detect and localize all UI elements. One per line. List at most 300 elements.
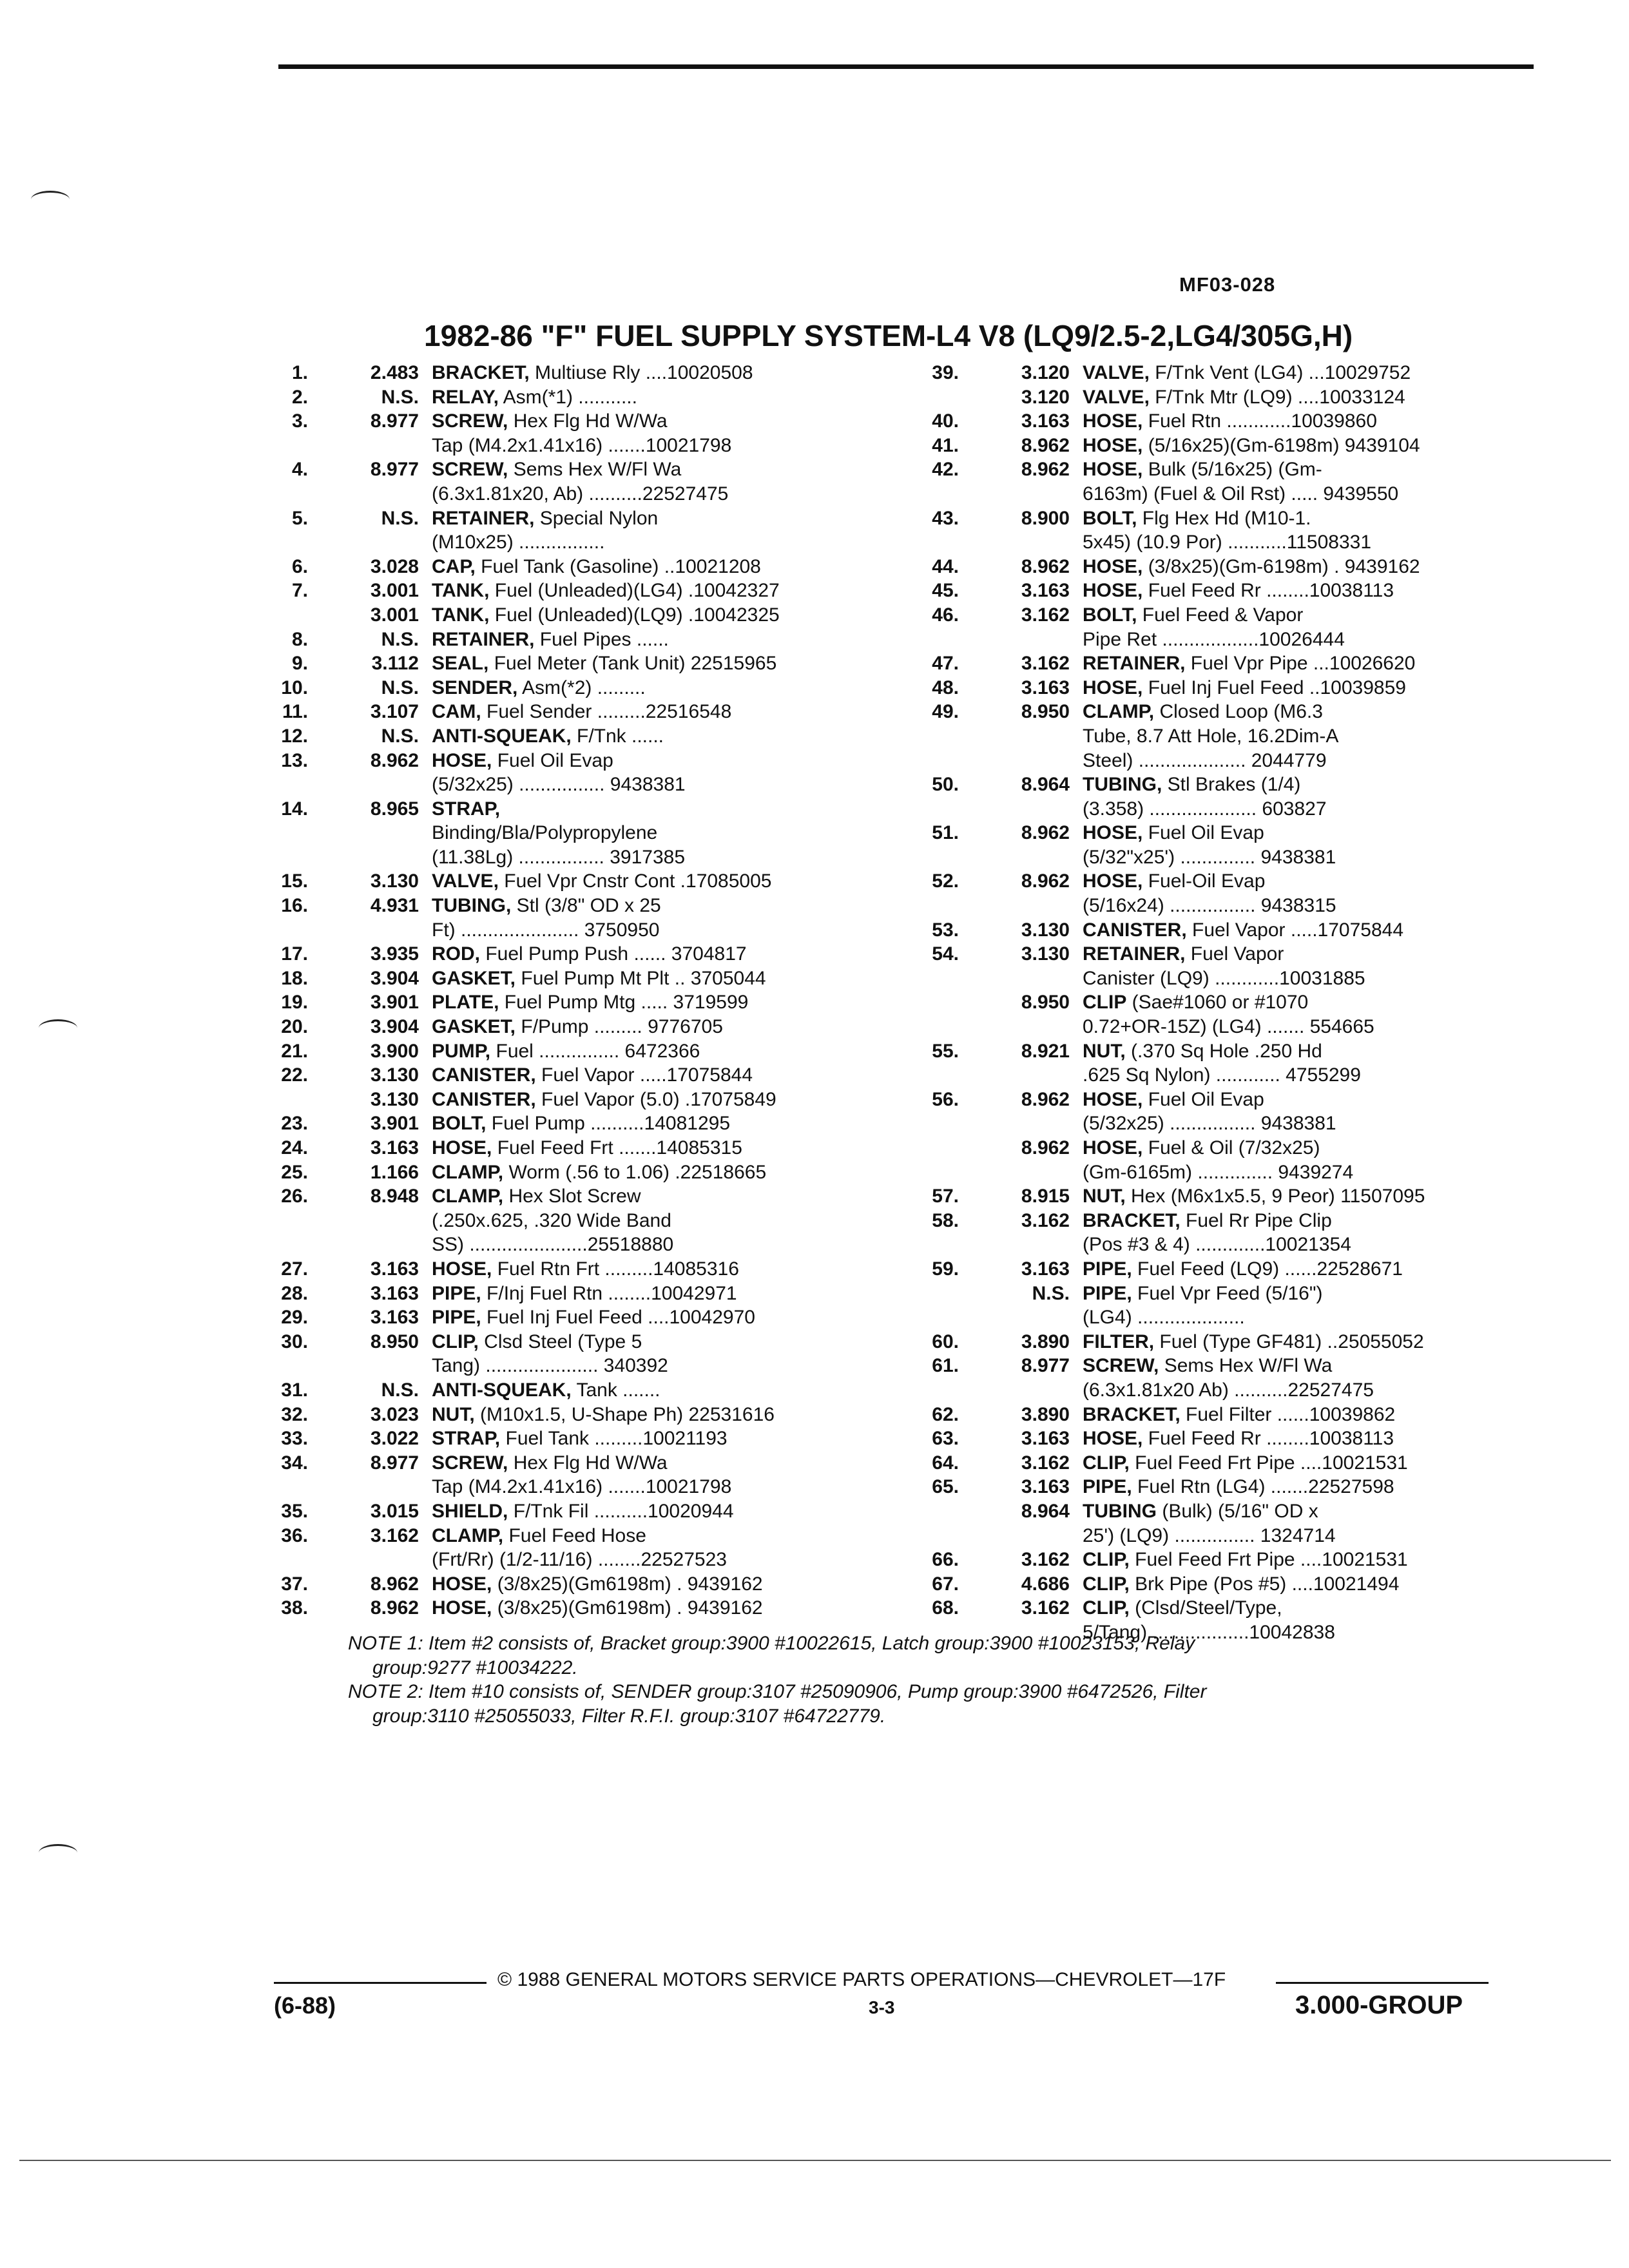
part-detail: (M10x25) ................: [432, 532, 605, 553]
group-number: 8.962: [370, 1573, 419, 1595]
part-name: PLATE,: [432, 992, 499, 1014]
part-name: CLIP: [1083, 992, 1127, 1014]
item-number: 2.: [291, 386, 308, 408]
part-name: SCREW,: [432, 1452, 508, 1474]
part-detail: Pipe Ret ..................10026444: [1083, 628, 1345, 650]
part-detail: 0.72+OR-15Z) (LG4) ....... 554665: [1083, 1016, 1374, 1038]
item-number: 50.: [932, 774, 959, 796]
item-number: 51.: [932, 822, 959, 844]
part-name: CLIP,: [1083, 1573, 1130, 1595]
part-description: [432, 555, 761, 579]
part-description: [1083, 555, 1420, 579]
part-detail: Clsd Steel (Type 5: [478, 1331, 642, 1352]
top-rule: [278, 64, 1534, 69]
part-description: [432, 1111, 730, 1136]
part-description: [1083, 1233, 1351, 1257]
part-detail: Fuel Rtn Frt .........14085316: [492, 1258, 739, 1280]
group-number: 8.962: [1021, 870, 1070, 892]
note-2-line-1: NOTE 2: Item #10 consists of, SENDER group:3107 #25090906, Pump group:3900 #6472526, Filter: [348, 1681, 1207, 1703]
part-detail: Fuel Oil Evap: [1142, 1088, 1264, 1110]
part-name: HOSE,: [432, 1137, 492, 1158]
part-detail: F/Inj Fuel Rtn ........10042971: [481, 1282, 737, 1304]
part-description: [432, 1354, 668, 1378]
part-detail: (Gm-6165m) .............. 9439274: [1083, 1161, 1354, 1183]
part-name: CANISTER,: [432, 1088, 536, 1110]
item-number: 68.: [932, 1597, 959, 1619]
part-description: [432, 918, 659, 943]
group-number: 3.162: [1021, 1452, 1070, 1474]
part-name: RELAY,: [432, 386, 499, 408]
item-number: 54.: [932, 943, 959, 965]
part-description: [432, 869, 771, 894]
part-description: [432, 1427, 728, 1451]
item-number: 65.: [932, 1476, 959, 1498]
part-name: CANISTER,: [432, 1064, 536, 1086]
group-number: 4.686: [1021, 1573, 1070, 1595]
part-detail: (Clsd/Steel/Type,: [1129, 1597, 1282, 1619]
part-name: HOSE,: [432, 1258, 492, 1280]
group-number: N.S.: [1032, 1282, 1070, 1304]
item-number: 21.: [281, 1040, 308, 1062]
part-description: [432, 1305, 755, 1330]
group-number: 8.962: [1021, 555, 1070, 577]
part-description: [432, 1451, 668, 1475]
part-description: [432, 628, 669, 652]
part-name: SCREW,: [1083, 1355, 1159, 1377]
part-detail: (.370 Sq Hole .250 Hd: [1125, 1040, 1322, 1062]
part-detail: Asm(*1) ...........: [498, 386, 637, 408]
group-number: 3.162: [370, 1524, 419, 1546]
part-description: [1083, 1209, 1332, 1233]
item-number: 5.: [291, 507, 308, 529]
footer-rule-left: [274, 1982, 487, 1984]
part-description: [1083, 918, 1403, 943]
group-number: 8.962: [1021, 434, 1070, 456]
part-detail: (6.3x1.81x20, Ab) ..........22527475: [432, 483, 729, 505]
part-name: HOSE,: [1083, 1428, 1143, 1450]
part-description: [432, 821, 657, 845]
group-number: 3.163: [370, 1137, 419, 1158]
part-description: [1083, 1378, 1374, 1403]
item-number: 59.: [932, 1258, 959, 1280]
group-number: 3.022: [370, 1428, 419, 1450]
group-number: 8.950: [1021, 701, 1070, 723]
part-description: [1083, 530, 1371, 555]
part-name: PIPE,: [432, 1282, 481, 1304]
part-detail: Fuel Feed Hose: [503, 1524, 646, 1546]
part-description: [1083, 1160, 1353, 1185]
part-name: HOSE,: [1083, 1088, 1143, 1110]
group-number: 1.166: [370, 1161, 419, 1183]
part-detail: Fuel Vapor .....17075844: [1186, 919, 1404, 941]
part-name: VALVE,: [432, 870, 499, 892]
item-number: 66.: [932, 1549, 959, 1571]
note-1-line-1: NOTE 1: Item #2 consists of, Bracket group:3900 #10022615, Latch group:3900 #10023153, Relay: [348, 1633, 1195, 1654]
part-detail: Fuel Vapor (5.0) .17075849: [535, 1088, 776, 1110]
group-number: 3.162: [1021, 1209, 1070, 1231]
part-description: [1083, 894, 1336, 918]
part-detail: Tap (M4.2x1.41x16) .......10021798: [432, 434, 732, 456]
group-number: 2.483: [370, 362, 419, 383]
part-description: [1083, 1136, 1320, 1160]
item-number: 13.: [281, 749, 308, 771]
part-description: [1083, 1039, 1322, 1064]
item-number: 53.: [932, 919, 959, 941]
item-number: 67.: [932, 1573, 959, 1595]
group-number: 3.130: [1021, 943, 1070, 965]
part-detail: Flg Hex Hd (M10-1.: [1137, 507, 1311, 529]
item-number: 15.: [281, 870, 308, 892]
group-number: 3.163: [370, 1307, 419, 1329]
part-detail: Fuel Rtn (LG4) .......22527598: [1132, 1476, 1394, 1498]
part-name: BOLT,: [1083, 604, 1137, 626]
part-description: [432, 1524, 646, 1548]
part-description: [432, 773, 686, 797]
part-name: STRAP,: [432, 1428, 501, 1450]
part-detail: Fuel Vpr Feed (5/16"): [1132, 1282, 1323, 1304]
part-name: SHIELD,: [432, 1500, 508, 1522]
part-name: RETAINER,: [432, 628, 535, 650]
part-name: BOLT,: [1083, 507, 1137, 529]
part-detail: Tang) ..................... 340392: [432, 1355, 668, 1377]
part-description: [432, 1378, 660, 1403]
item-number: 34.: [281, 1452, 308, 1474]
part-description: [432, 894, 661, 918]
item-number: 42.: [932, 459, 959, 481]
part-detail: Sems Hex W/Fl Wa: [1159, 1355, 1333, 1377]
item-number: 10.: [281, 677, 308, 698]
part-name: PIPE,: [1083, 1258, 1132, 1280]
part-detail: (11.38Lg) ................ 3917385: [432, 846, 686, 868]
part-description: [1083, 1063, 1361, 1088]
group-number: 8.962: [1021, 1088, 1070, 1110]
part-description: [1083, 1596, 1282, 1620]
part-detail: 25') (LQ9) ............... 1324714: [1083, 1524, 1336, 1546]
group-number: 8.964: [1021, 774, 1070, 796]
part-detail: (5/32x25) ................ 9438381: [1083, 1113, 1336, 1135]
item-number: 24.: [281, 1137, 308, 1158]
item-number: 1.: [291, 362, 308, 383]
item-number: 28.: [281, 1282, 308, 1304]
item-number: 11.: [282, 701, 308, 723]
part-detail: Steel) .................... 2044779: [1083, 749, 1327, 771]
group-number: 8.915: [1021, 1186, 1070, 1207]
item-number: 45.: [932, 580, 959, 602]
part-name: NUT,: [1083, 1040, 1126, 1062]
item-number: 3.: [291, 410, 308, 432]
part-detail: Fuel Vpr Cnstr Cont .17085005: [498, 870, 772, 892]
group-number: 3.163: [1021, 1428, 1070, 1450]
part-description: [1083, 1282, 1322, 1306]
part-name: TUBING,: [1083, 774, 1162, 796]
part-name: CAP,: [432, 555, 476, 577]
part-detail: Ft) ...................... 3750950: [432, 919, 660, 941]
part-description: [432, 845, 685, 870]
part-description: [1083, 797, 1327, 822]
item-number: 36.: [281, 1524, 308, 1546]
part-detail: Tap (M4.2x1.41x16) .......10021798: [432, 1476, 732, 1498]
part-description: [1083, 1524, 1336, 1548]
part-detail: 6163m) (Fuel & Oil Rst) ..... 9439550: [1083, 483, 1399, 505]
part-detail: Fuel Rtn ............10039860: [1142, 410, 1377, 432]
part-description: [432, 1548, 727, 1572]
part-description: [432, 1257, 739, 1282]
part-detail: Multiuse Rly ....10020508: [529, 362, 753, 383]
part-name: CLIP,: [1083, 1452, 1130, 1474]
item-number: 6.: [291, 555, 308, 577]
item-number: 46.: [932, 604, 959, 626]
part-detail: Asm(*2) .........: [517, 677, 646, 698]
part-description: [1083, 1451, 1408, 1475]
part-detail: Fuel Sender .........22516548: [481, 701, 732, 723]
part-detail: (.250x.625, .320 Wide Band: [432, 1209, 671, 1231]
footer-date: (6-88): [274, 1992, 336, 2019]
part-description: [1083, 1403, 1395, 1427]
footer-page-number: 3-3: [869, 1997, 895, 2017]
part-name: FILTER,: [1083, 1331, 1155, 1352]
part-detail: Fuel Feed Frt .......14085315: [492, 1137, 742, 1158]
group-number: 8.964: [1021, 1500, 1070, 1522]
item-number: 39.: [932, 362, 959, 383]
group-number: 3.900: [370, 1040, 419, 1062]
group-number: 3.162: [1021, 1597, 1070, 1619]
group-number: 3.162: [1021, 653, 1070, 675]
item-number: 17.: [281, 943, 308, 965]
part-name: SCREW,: [432, 459, 508, 481]
part-detail: (5/16x24) ................ 9438315: [1083, 895, 1336, 917]
part-detail: Fuel Tank .........10021193: [500, 1428, 728, 1450]
item-number: 8.: [291, 628, 308, 650]
part-description: [432, 942, 747, 966]
part-description: [432, 1475, 731, 1499]
part-description: [1083, 1548, 1408, 1572]
part-description: [432, 482, 728, 506]
part-description: [1083, 724, 1338, 749]
part-description: [1083, 651, 1415, 676]
part-description: [1083, 845, 1336, 870]
group-number: 3.935: [370, 943, 419, 965]
part-name: ANTI-SQUEAK,: [432, 1379, 572, 1401]
part-detail: (Bulk) (5/16" OD x: [1157, 1500, 1318, 1522]
part-description: [432, 724, 664, 749]
item-number: 37.: [281, 1573, 308, 1595]
part-description: [1083, 361, 1411, 385]
part-description: [1083, 821, 1264, 845]
item-number: 27.: [281, 1258, 308, 1280]
part-detail: F/Tnk Fil ..........10020944: [508, 1500, 734, 1522]
part-name: CLAMP,: [432, 1186, 504, 1207]
part-description: [1083, 1354, 1332, 1378]
part-detail: (M10x1.5, U-Shape Ph) 22531616: [474, 1403, 775, 1425]
item-number: 52.: [932, 870, 959, 892]
group-number: 3.120: [1021, 386, 1070, 408]
part-detail: (3/8x25)(Gm6198m) . 9439162: [492, 1597, 763, 1619]
group-number: N.S.: [381, 725, 419, 747]
part-detail: Fuel Rr Pipe Clip: [1180, 1209, 1332, 1231]
part-name: TANK,: [432, 604, 490, 626]
part-description: [432, 1088, 776, 1112]
part-description: [432, 1209, 671, 1233]
part-detail: Binding/Bla/Polypropylene: [432, 822, 658, 844]
part-description: [432, 966, 766, 991]
part-name: HOSE,: [432, 1573, 492, 1595]
part-description: [432, 700, 731, 724]
page-title: 1982-86 "F" FUEL SUPPLY SYSTEM-L4 V8 (LQ9/2.5-2,LG4/305G,H): [424, 319, 1353, 352]
part-description: [1083, 1427, 1394, 1451]
part-detail: Hex Flg Hd W/Wa: [508, 1452, 668, 1474]
part-description: [432, 651, 776, 676]
item-number: 32.: [281, 1403, 308, 1425]
part-name: PUMP,: [432, 1040, 491, 1062]
part-name: CLAMP,: [432, 1161, 504, 1183]
group-number: 3.001: [370, 580, 419, 602]
part-name: CLAMP,: [1083, 701, 1155, 723]
part-name: SEAL,: [432, 653, 489, 675]
part-description: [432, 676, 646, 700]
binder-hole-mark: [39, 1844, 77, 1861]
item-number: 48.: [932, 677, 959, 698]
part-description: [1083, 942, 1284, 966]
part-description: [1083, 1330, 1424, 1354]
part-description: [432, 1330, 642, 1354]
part-description: [432, 1403, 775, 1427]
part-detail: (Frt/Rr) (1/2-11/16) ........22527523: [432, 1549, 727, 1571]
group-number: 3.130: [370, 870, 419, 892]
group-number: 3.890: [1021, 1331, 1070, 1352]
part-description: [432, 1572, 763, 1597]
part-detail: Fuel Filter ......10039862: [1180, 1403, 1396, 1425]
part-name: HOSE,: [1083, 410, 1143, 432]
part-detail: Fuel Feed & Vapor: [1137, 604, 1304, 626]
group-number: N.S.: [381, 677, 419, 698]
part-description: [1083, 1111, 1336, 1136]
part-detail: Fuel Meter (Tank Unit) 22515965: [488, 653, 777, 675]
part-description: [1083, 1499, 1318, 1524]
part-description: [432, 1282, 737, 1306]
group-number: 8.962: [1021, 1137, 1070, 1158]
part-detail: (Sae#1060 or #1070: [1126, 992, 1309, 1014]
group-number: 3.028: [370, 555, 419, 577]
item-number: 12.: [281, 725, 308, 747]
footer-rule-right: [1276, 1982, 1489, 1984]
group-number: N.S.: [381, 1379, 419, 1401]
group-number: 3.163: [1021, 580, 1070, 602]
copyright: © 1988 GENERAL MOTORS SERVICE PARTS OPERATIONS—CHEVROLET—17F: [497, 1969, 1226, 1990]
part-description: [432, 385, 637, 410]
part-detail: Fuel (Type GF481) ..25055052: [1154, 1331, 1424, 1352]
part-detail: Fuel (Unleaded)(LG4) .10042327: [489, 580, 780, 602]
part-description: [432, 506, 658, 531]
part-name: HOSE,: [1083, 580, 1143, 602]
part-name: HOSE,: [1083, 459, 1143, 481]
part-description: [432, 1499, 734, 1524]
notes: [348, 1631, 1206, 1728]
part-name: CLIP,: [432, 1331, 479, 1352]
part-detail: F/Tnk Vent (LG4) ...10029752: [1149, 362, 1411, 383]
part-name: VALVE,: [1083, 362, 1150, 383]
item-number: 40.: [932, 410, 959, 432]
binder-hole-mark: [39, 1019, 77, 1037]
part-description: [1083, 628, 1345, 652]
group-number: N.S.: [381, 386, 419, 408]
part-detail: Tube, 8.7 Att Hole, 16.2Dim-A: [1083, 725, 1339, 747]
part-detail: Fuel Pump Mt Plt .. 3705044: [516, 967, 766, 989]
part-detail: Stl Brakes (1/4): [1162, 774, 1301, 796]
part-detail: (Pos #3 & 4) .............10021354: [1083, 1234, 1351, 1256]
item-number: 25.: [281, 1161, 308, 1183]
part-detail: (5/32"x25') .............. 9438381: [1083, 846, 1336, 868]
part-detail: Bulk (5/16x25) (Gm-: [1142, 459, 1322, 481]
item-number: 49.: [932, 701, 959, 723]
part-detail: Worm (.56 to 1.06) .22518665: [503, 1161, 767, 1183]
note-2-line-2: group:3110 #25055033, Filter R.F.I. group:3107 #64722779.: [372, 1705, 886, 1727]
group-number: 3.163: [370, 1282, 419, 1304]
part-description: [432, 1596, 763, 1620]
part-detail: Sems Hex W/Fl Wa: [508, 459, 682, 481]
part-description: [1083, 1015, 1374, 1039]
group-number: 8.921: [1021, 1040, 1070, 1062]
group-number: 8.962: [370, 1597, 419, 1619]
part-detail: Fuel Oil Evap: [1142, 822, 1264, 844]
group-number: 8.977: [370, 459, 419, 481]
part-name: STRAP,: [432, 798, 501, 820]
part-description: [1083, 1088, 1264, 1112]
part-description: [1083, 700, 1323, 724]
part-description: [432, 361, 753, 385]
part-name: TUBING: [1083, 1500, 1157, 1522]
part-detail: Stl (3/8" OD x 25: [511, 895, 661, 917]
part-detail: Fuel Oil Evap: [492, 749, 613, 771]
part-description: [1083, 773, 1300, 797]
part-description: [432, 797, 500, 822]
item-number: 43.: [932, 507, 959, 529]
page-id: MF03-028: [1179, 273, 1276, 296]
item-number: 55.: [932, 1040, 959, 1062]
part-detail: (LG4) ....................: [1083, 1307, 1245, 1329]
group-number: 8.977: [370, 1452, 419, 1474]
group-number: 3.015: [370, 1500, 419, 1522]
item-number: 31.: [281, 1379, 308, 1401]
group-number: 3.163: [1021, 1476, 1070, 1498]
part-detail: Fuel Pipes ......: [534, 628, 669, 650]
part-detail: Hex Slot Screw: [503, 1186, 641, 1207]
item-number: 44.: [932, 555, 959, 577]
part-detail: (5/32x25) ................ 9438381: [432, 774, 686, 796]
part-detail: Fuel & Oil (7/32x25): [1142, 1137, 1320, 1158]
item-number: 41.: [932, 434, 959, 456]
part-detail: Fuel Inj Fuel Feed ....10042970: [481, 1307, 755, 1329]
part-name: RETAINER,: [1083, 943, 1186, 965]
group-number: 3.001: [370, 604, 419, 626]
part-description: [432, 1233, 673, 1257]
part-description: [1083, 434, 1420, 458]
part-description: [1083, 966, 1365, 991]
part-detail: 5x45) (10.9 Por) ...........11508331: [1083, 532, 1372, 553]
part-description: [1083, 1184, 1425, 1209]
part-name: HOSE,: [1083, 434, 1143, 456]
item-number: 20.: [281, 1016, 308, 1038]
part-detail: (6.3x1.81x20 Ab) ..........22527475: [1083, 1379, 1374, 1401]
part-detail: .625 Sq Nylon) ............ 4755299: [1083, 1064, 1361, 1086]
part-detail: Fuel Pump ..........14081295: [486, 1113, 730, 1135]
part-name: RETAINER,: [432, 507, 535, 529]
group-number: 8.948: [370, 1186, 419, 1207]
part-detail: F/Tnk ......: [571, 725, 664, 747]
part-description: [432, 603, 780, 628]
part-detail: Fuel Inj Fuel Feed ..10039859: [1142, 677, 1406, 698]
item-number: 62.: [932, 1403, 959, 1425]
part-detail: Fuel Pump Push ...... 3704817: [480, 943, 747, 965]
